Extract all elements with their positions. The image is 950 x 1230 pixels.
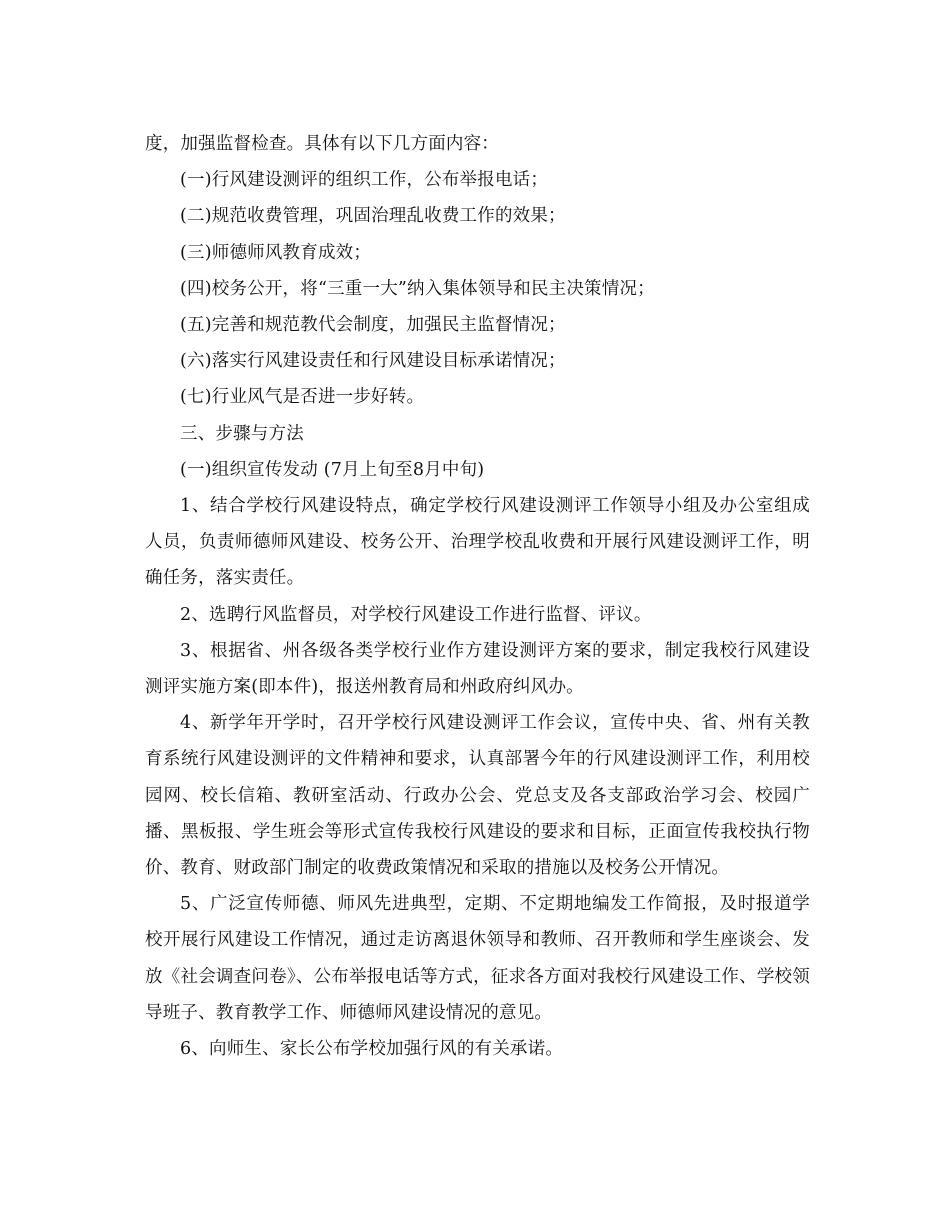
list-item-4: (四)校务公开，将“三重一大”纳入集体领导和民主决策情况；: [180, 278, 655, 299]
list-item-6: (六)落实行风建设责任和行风建设目标承诺情况；: [180, 351, 566, 372]
section-heading: 三、步骤与方法: [180, 423, 304, 444]
list-item-5: (五)完善和规范教代会制度，加强民主监督情况；: [180, 315, 566, 336]
list-item-1: (一)行风建设测评的组织工作，公布举报电话；: [180, 170, 549, 191]
list-item-2: (二)规范收费管理，巩固治理乱收费工作的效果；: [180, 206, 566, 227]
numbered-paragraph-4: 4、新学年开学时，召开学校行风建设测评工作会议，宣传中央、省、州有关教育系统行风建设测评的文件精神和要求，认真部署今年的行风建设测评工作，利用校园网、校长信箱、教研室活动、行政办公会、党总支及各支部政治学习会、校园广播、黑板报、学生班会等形式宣传我校行风建设的要求和目标，正面宣传我校执行物价、教育、财政部门制定的收费政策情况和采取的措施以及校务公开情况。: [145, 713, 810, 879]
document-body: [145, 126, 810, 1067]
list-item-3: (三)师德师风教育成效；: [180, 242, 372, 263]
subsection-heading: (一)组织宣传发动 (7月上旬至8月中旬): [180, 459, 485, 480]
paragraph-continuation: 度，加强监督检查。具体有以下几方面内容：: [145, 134, 499, 154]
numbered-paragraph-6: 6、向师生、家长公布学校加强行风的有关承诺。: [180, 1039, 564, 1060]
numbered-paragraph-1: 1、结合学校行风建设特点，确定学校行风建设测评工作领导小组及办公室组成人员，负责师德师风建设、校务公开、治理学校乱收费和开展行风建设测评工作，明确任务，落实责任。: [145, 496, 810, 589]
list-item-7: (七)行业风气是否进一步好转。: [180, 387, 425, 408]
numbered-paragraph-5: 5、广泛宣传师德、师风先进典型，定期、不定期地编发工作简报，及时报道学校开展行风建设工作情况，通过走访离退休领导和教师、召开教师和学生座谈会、发放《社会调查问卷》、公布举报电话等方式，征求各方面对我校行风建设工作、学校领导班子、教育教学工作、师德师风建设情况的意见。: [145, 894, 810, 1023]
numbered-paragraph-3: 3、根据省、州各级各类学校行业作方建设测评方案的要求，制定我校行风建设测评实施方案(即本件)，报送州教育局和州政府纠风办。: [145, 640, 810, 698]
numbered-paragraph-2: 2、选聘行风监督员，对学校行风建设工作进行监督、评议。: [180, 604, 652, 625]
